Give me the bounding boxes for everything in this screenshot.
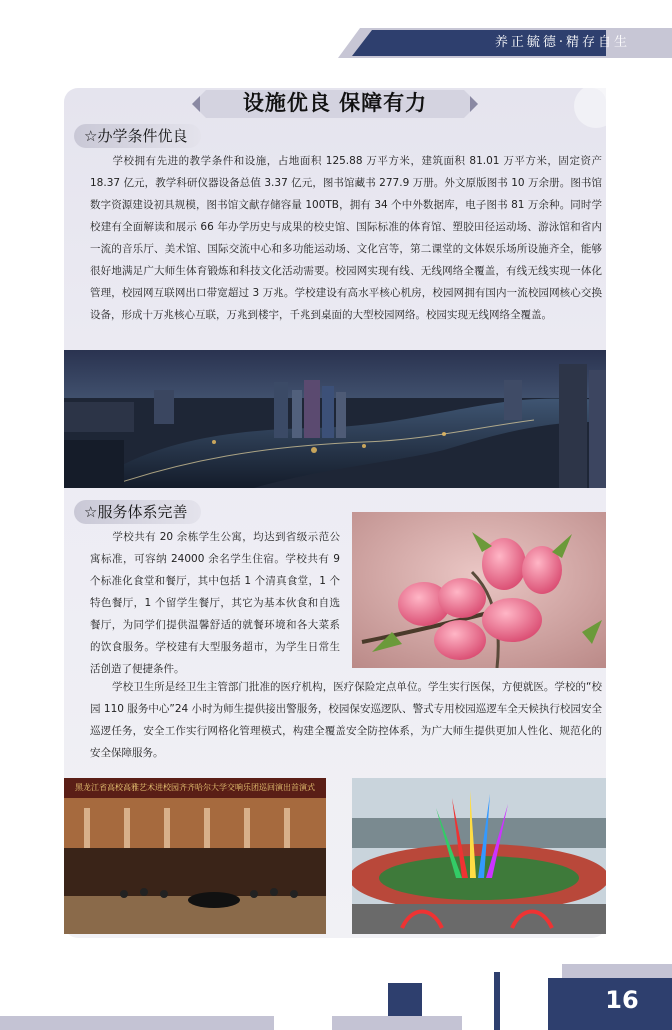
footer-bar [494,972,500,1030]
page-number: 16 [605,986,639,1014]
photo-flower-buds [352,512,606,668]
concert-banner-text: 黑龙江省高校高雅艺术进校园齐齐哈尔大学交响乐团巡回演出首演式 [75,783,315,792]
services-paragraph-2 [90,676,602,764]
services-paragraph-1 [90,526,340,680]
facilities-paragraph-text: 学校拥有先进的教学条件和设施，占地面积 125.88 万平方米，建筑面积 81.01 万平方米，固定资产 18.37 亿元，教学科研仪器设备总值 3.37 亿元，图书馆藏书 277.9 万册。外文原版图书 10 万余册。图书馆数字资源建设初具规模，图书馆文献存储容量 100TB，拥有 34 个中外数据库，电子图书 81 万余种。同时学校建有全面解读和展示 66 年办学历史与成果的校史馆、国际标准的体育馆、塑胶田径运动场、游泳馆和省内一流的音乐厅、美术馆、国际交流中心和多功能运动场、文化宫等，第二课堂的文体娱乐场所设施齐全，能够很好地满足广大师生体育锻炼和科技文化活动需要。校园网实现有线、无线网络全覆盖，有线无线实现一体化管理，校园网互联网出口带宽超过 3 万兆。学校建设有高水平核心机房，校园网拥有国内一流校园网核心交换设备，形成十万兆核心互联，万兆到楼宇，千兆到桌面的大型校园网络。校园实现无线网络全覆盖。 [90,155,602,321]
stadium-image [352,778,606,934]
photo-concert-hall [64,778,326,934]
section-heading-facilities: ☆办学条件优良 [74,124,201,148]
footer-square [388,983,422,1017]
page-title-banner [190,88,480,120]
section-heading-services: ☆服务体系完善 [74,500,201,524]
facilities-paragraph [90,150,602,326]
services-paragraph-2-text: 学校卫生所是经卫生主管部门批准的医疗机构，医疗保险定点单位。学生实行医保，方便就医。学校的“校园 110 服务中心”24 小时为师生提供接出警服务，校园保安巡逻队、警式专用校园巡逻车全天候执行校园安全巡逻任务，安全工作实行网格化管理模式，构建全覆盖安全防控体系，为广大师生提供更加人性化、规范化的安全保障服务。 [90,681,602,759]
photo-stadium-ceremony [352,778,606,934]
services-paragraph-1-text: 学校共有 20 余栋学生公寓，均达到省级示范公寓标准，可容纳 24000 余名学生住宿。学校共有 9 个标准化食堂和餐厅，其中包括 1 个清真食堂，1 个特色餐厅，1 个留学生餐厅，其它为基本伙食和自选餐厅，为同学们提供温馨舒适的就餐环境和各大菜系的饮食服务。学校建有大型服务超市，为学生日常生活创造了便捷条件。 [90,531,340,675]
footer-band-mid [332,1016,462,1030]
decor-circle-icon [560,88,606,138]
flower-image [352,512,606,668]
night-city-image [64,350,606,488]
photo-night-city [64,350,606,488]
footer-band-left [0,1016,274,1030]
page-title: 设施优良 保障有力 [242,91,428,115]
header-motto: 养正毓德·精存自生 [494,35,630,50]
concert-image [64,778,326,934]
